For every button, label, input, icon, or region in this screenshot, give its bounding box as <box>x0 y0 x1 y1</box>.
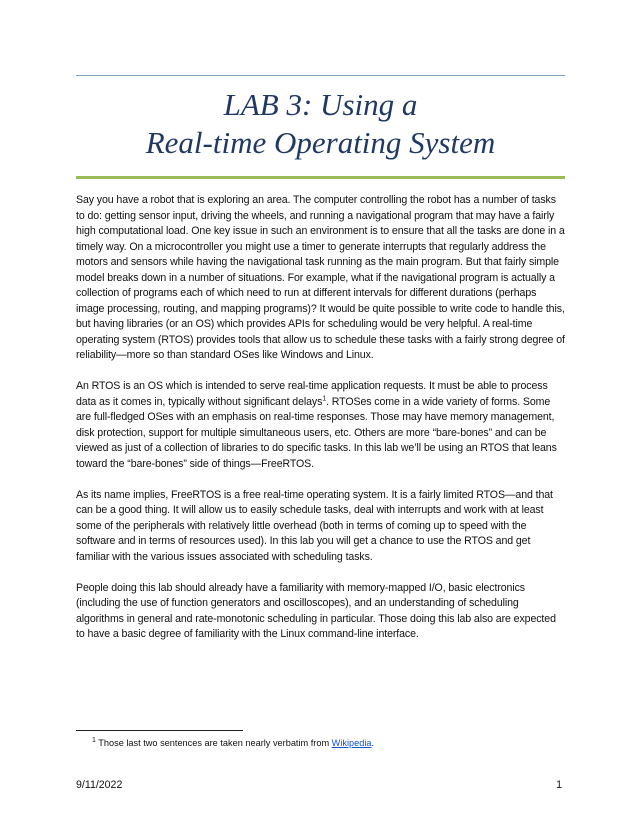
paragraph-prerequisites: People doing this lab should already have a familiarity with memory-mapped I/O, basic electronics (including the use of function generators and oscilloscopes), and an understanding of scheduling algorithms in general and rate-monotonic scheduling in particular. Those doing this lab also are expected to have a basic degree of familiarity with the Linux command-line interface. <box>76 581 556 640</box>
footnote-reference[interactable]: 1 <box>322 394 327 402</box>
footer-date: 9/11/2022 <box>76 779 123 791</box>
footnote-number: 1 <box>92 736 96 744</box>
rtos-text-before-ref: An RTOS is an OS which is intended to serve real-time application requests. It must be able to process data as it comes in, typically without significant delays <box>76 380 548 408</box>
rtos-text-after-ref: . RTOSes come in a wide variety of forms. Some are full-fledged OSes with an emphasis on real-time responses. Those may have memory management, disk protection, support for multiple simultaneous users, etc. Others are more “bare-bones” and can be viewed as just of a collection of libraries to do specific tasks. In this lab we’ll be using an RTOS that leans toward the “bare-bones” side of things—FreeRTOS. <box>76 395 557 470</box>
page-number: 1 <box>556 779 562 791</box>
footnote-separator <box>76 730 243 731</box>
paragraph-intro: Say you have a robot that is exploring an area. The computer controlling the robot has a number of tasks to do: getting sensor input, driving the wheels, and running a navigational program that may have a fairly high computational load. One key issue in such an environment is to ensure that all the tasks are done in a timely way. On a microcontroller you might use a timer to generate interrupts that regularly address the motors and sensors while having the navigational task running as the main program. But that fairly simple model breaks down in a number of situations. For example, what if the navigational program is actually a collection of programs each of which need to run at different intervals for different durations (perhaps image processing, routing, and mapping programs)? It would be quite possible to write code to handle this, but having libraries (or an OS) which provides APIs for scheduling would be very helpful. A real-time operating system (RTOS) provides tools that allow us to schedule these tasks with a fairly strong degree of reliability—more so than standard OSes like Windows and Linux. <box>76 194 565 361</box>
paragraph-rtos <box>76 379 566 472</box>
title-underline-rule <box>76 176 565 179</box>
title-line-1: LAB 3: Using a <box>223 87 418 122</box>
footnote-end: . <box>371 738 375 748</box>
top-rule <box>76 75 565 76</box>
document-title <box>76 86 565 162</box>
paragraph-freertos: As its name implies, FreeRTOS is a free real-time operating system. It is a fairly limited RTOS—and that can be a good thing. It will allow us to easily schedule tasks, deal with interrupts and work with at least some of the peripherals with relatively little overhead (both in terms of coming up to speed with the software and in terms of resources used). In this lab you will get a chance to use the RTOS and get familiar with the various issues associated with scheduling tasks. <box>76 488 553 563</box>
footnote-text: Those last two sentences are taken nearly verbatim from <box>95 738 332 748</box>
wikipedia-link[interactable]: Wikipedia <box>331 738 372 748</box>
document-body <box>76 193 566 658</box>
title-line-2: Real-time Operating System <box>145 125 496 160</box>
footnote <box>92 736 374 750</box>
